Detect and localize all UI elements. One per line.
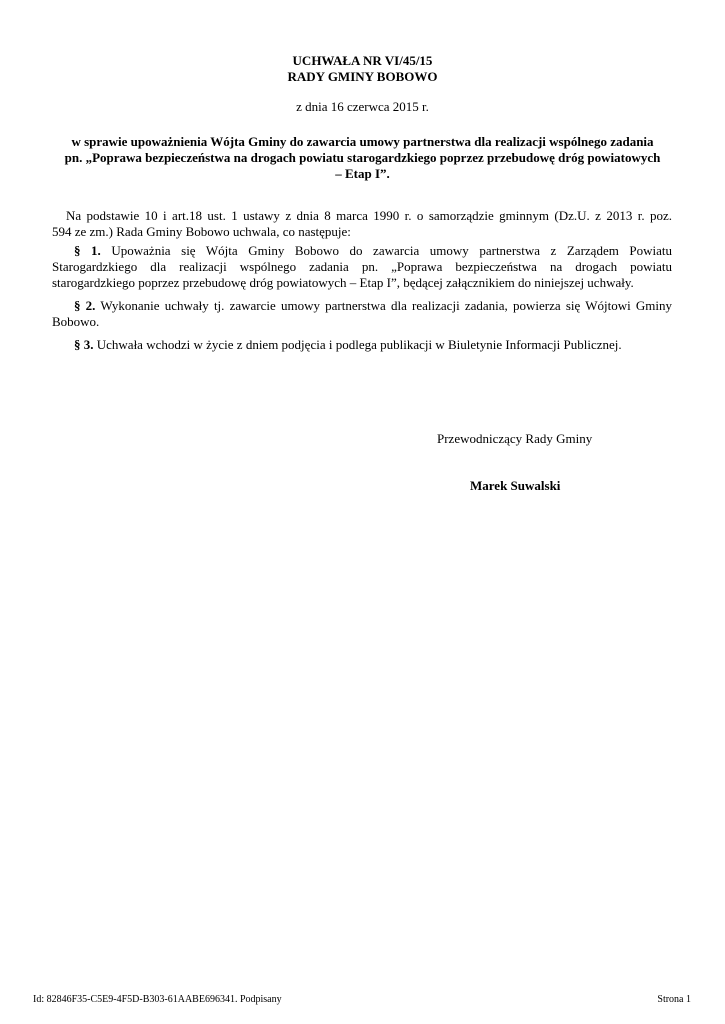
signatory-name: Marek Suwalski	[470, 478, 561, 493]
paragraph-text: Upoważnia się Wójta Gminy Bobowo do zawarcia umowy partnerstwa z Zarządem Powiatu	[111, 243, 672, 258]
paragraph-mark: § 1.	[74, 243, 101, 258]
footer-page-number: Strona 1	[657, 994, 691, 1005]
preamble-line: 594 ze zm.) Rada Gminy Bobowo uchwala, co następuje:	[52, 224, 351, 239]
footer-document-id: Id: 82846F35-C5E9-4F5D-B303-61AABE696341. Podpisany	[33, 994, 282, 1005]
paragraph-text: Wykonanie uchwały tj. zawarcie umowy partnerstwa dla realizacji zadania, powierza się Wójtowi Gminy	[100, 298, 672, 313]
council-name: RADY GMINY BOBOWO	[287, 69, 438, 84]
paragraph-text: Uchwała wchodzi w życie z dniem podjęcia i podlega publikacji w Biuletynie Informacji Publicznej.	[96, 337, 622, 352]
paragraph-line: starogardzkiego poprzez przebudowę dróg powiatowych – Etap I”, będącej załącznikiem do niniejszej uchwały.	[52, 275, 634, 290]
preamble	[52, 208, 672, 240]
paragraph-mark: § 3.	[74, 337, 94, 352]
subject-line: w sprawie upoważnienia Wójta Gminy do zawarcia umowy partnerstwa dla realizacji wspólnego zadania	[71, 134, 654, 149]
preamble-line: Na podstawie 10 i art.18 ust. 1 ustawy z dnia 8 marca 1990 r. o samorządzie gminnym (Dz.U. z 2013 r. poz.	[66, 208, 672, 223]
resolution-number: UCHWAŁA NR VI/45/15	[292, 53, 433, 68]
subject-line: pn. „Poprawa bezpieczeństwa na drogach powiatu starogardzkiego poprzez przebudowę dróg powiatowych	[64, 150, 661, 165]
paragraph-mark: § 2.	[74, 298, 96, 313]
paragraph-3	[52, 337, 672, 353]
signatory-role: Przewodniczący Rady Gminy	[437, 431, 593, 446]
paragraph-line	[52, 298, 672, 314]
paragraph-line: Starogardzkiego dla realizacji wspólnego zadania pn. „Poprawa bezpieczeństwa na drogach powiatu	[52, 259, 672, 274]
paragraph-line: Bobowo.	[52, 314, 100, 329]
paragraph-2	[52, 298, 672, 330]
subject-line: – Etap I”.	[335, 166, 390, 181]
paragraph-line	[52, 243, 672, 259]
resolution-date: z dnia 16 czerwca 2015 r.	[296, 99, 429, 114]
paragraph-1	[52, 243, 672, 291]
paragraph-line	[52, 337, 672, 353]
resolution-subject	[50, 134, 675, 182]
